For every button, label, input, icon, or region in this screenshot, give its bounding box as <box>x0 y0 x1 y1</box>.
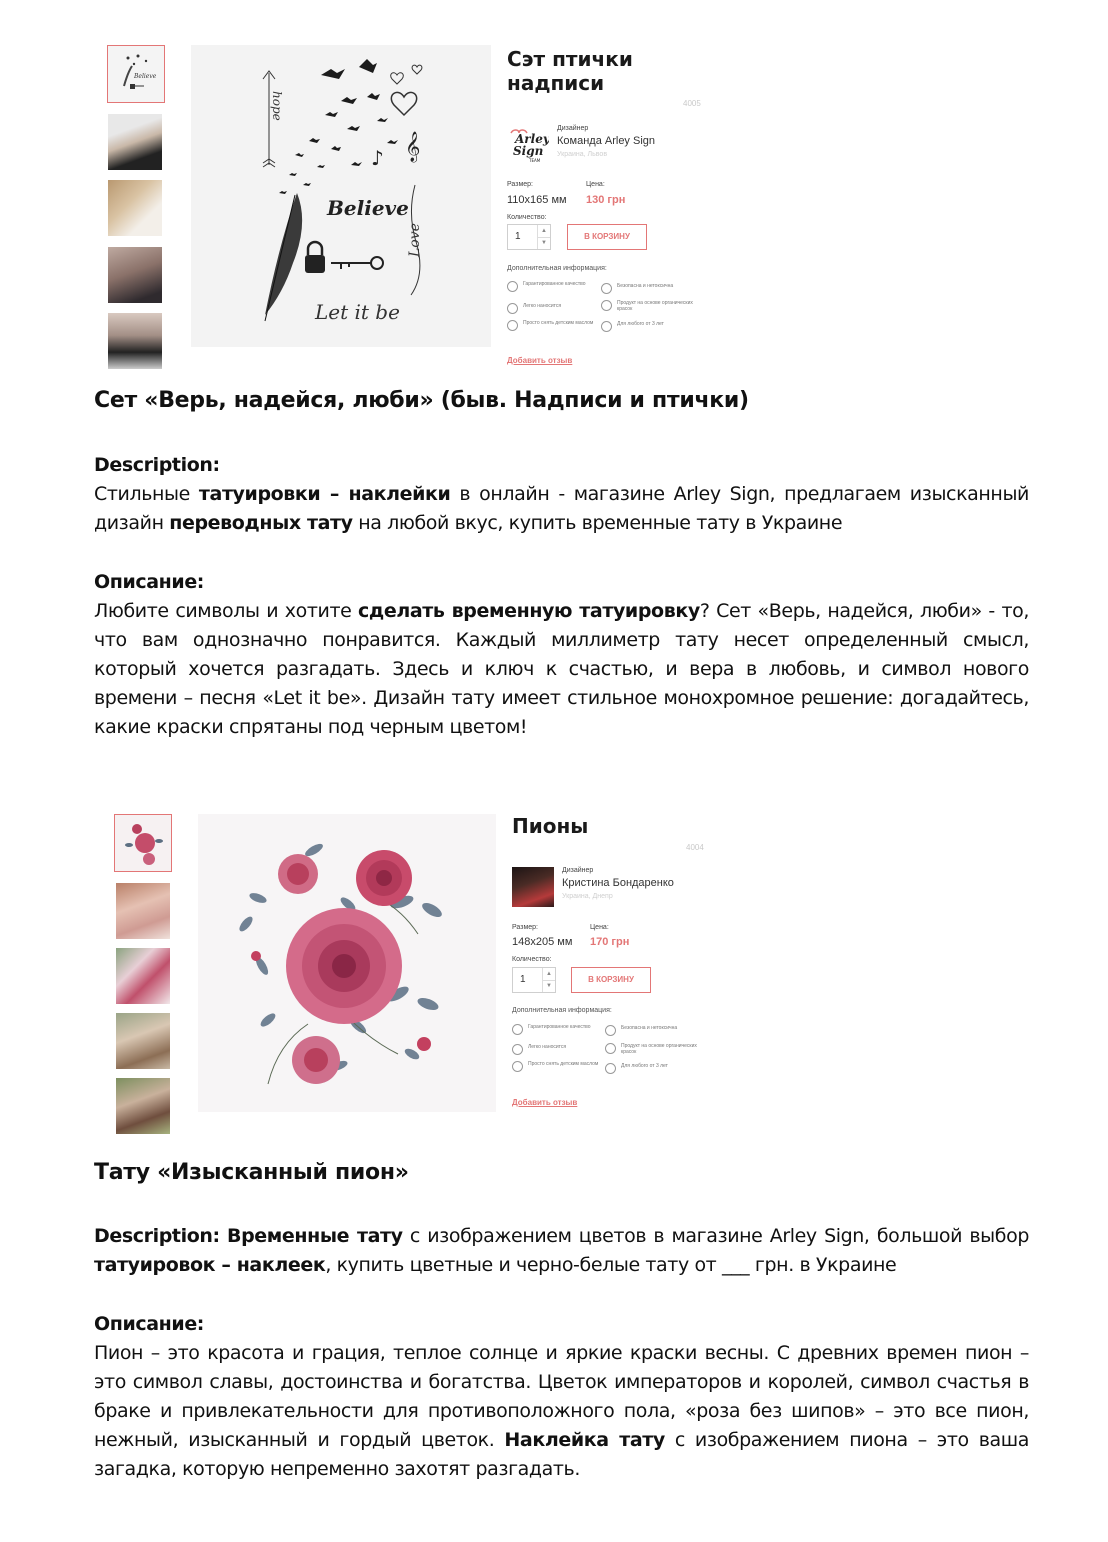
product-sku: 4005 <box>683 99 701 108</box>
thumbnail-4[interactable] <box>108 247 162 303</box>
image-word-let-it-be: Let it be <box>315 300 400 324</box>
keyword-make-temporary-tattoo: сделать временную татуировку <box>358 600 700 622</box>
section-1-description: Description: Стильные татуировки – наклейки в онлайн - магазине Arley Sign, предлагаем изысканный дизайн переводных тату на любой вкус, купить временные тату в Украине <box>94 451 1029 538</box>
product-title: Сэт птички надписи <box>507 47 633 95</box>
price-label: Цена: <box>590 924 609 931</box>
thumbnail-1[interactable] <box>107 45 165 103</box>
designer-name[interactable]: Команда Arley Sign <box>557 135 656 147</box>
size-value: 110x165 мм <box>507 194 567 206</box>
designer-location: Украина, Львов <box>557 151 608 158</box>
keyword-sticker-tattoo: Наклейка тату <box>504 1429 665 1451</box>
add-to-cart-button[interactable]: В КОРЗИНУ <box>571 967 651 993</box>
price-value: 170 грн <box>590 936 630 948</box>
keyword-tattoo-stickers: татуировки – наклейки <box>198 483 451 505</box>
additional-info-label: Дополнительная информация: <box>507 265 607 272</box>
thumbnail-2[interactable] <box>108 114 162 170</box>
feature-easy-remove: Просто снять детским маслом <box>512 1061 607 1075</box>
section-2-opisanie: Описание: Пион – это красота и грация, теплое солнце и яркие краски весны. С древних времен пион – это символ славы, достоинства и богатства. Цветок императоров и королей, символ счастья в браке и привлекательности для противоположного пола, «роза без шипов» – это все пион, нежный, изысканный и гордый цветок. Наклейка тату с изображением пиона – это ваша загадка, которую непременно захотят разгадать. <box>94 1310 1029 1484</box>
quantity-increase-icon[interactable]: ▲ <box>538 225 550 238</box>
product-info <box>507 45 727 375</box>
product-info <box>512 814 732 1138</box>
designer-block <box>512 867 722 909</box>
svg-text:♪: ♪ <box>371 146 384 170</box>
product-title: Пионы <box>512 814 589 838</box>
opisanie-label: Описание: <box>94 571 205 593</box>
size-label: Размер: <box>507 181 534 188</box>
product-main-image <box>191 45 491 347</box>
safe-icon <box>601 283 612 294</box>
product-card-1 <box>107 45 727 375</box>
thumbnail-5[interactable] <box>108 313 162 369</box>
quantity-label: Количество: <box>512 956 552 963</box>
section-2-description: Description: Временные тату с изображением цветов в магазине Arley Sign, большой выбор татуировок – наклеек, купить цветные и черно-белые тату от ___ грн. в Украине <box>94 1225 1029 1276</box>
thumbnail-4[interactable] <box>116 1013 170 1069</box>
quality-icon <box>507 281 518 292</box>
quantity-value[interactable]: 1 <box>520 974 526 985</box>
quantity-increase-icon[interactable]: ▲ <box>543 968 555 981</box>
description-label: Description: <box>94 1225 220 1247</box>
thumbnail-3[interactable] <box>108 180 162 236</box>
designer-name[interactable]: Кристина Бондаренко <box>562 877 674 889</box>
size-label: Размер: <box>512 924 539 931</box>
feature-quality: Гарантированное качество <box>507 281 602 295</box>
quantity-stepper[interactable] <box>507 224 551 250</box>
product-main-image <box>198 814 496 1112</box>
section-1-heading: Сет «Верь, надейся, люби» (быв. Надписи и птички) <box>94 388 749 413</box>
image-word-love: Love <box>407 223 423 257</box>
svg-text:TEAM: TEAM <box>529 158 541 163</box>
feature-easy-remove: Просто снять детским маслом <box>507 320 602 334</box>
feature-organic: Продукт на основе органических красок <box>601 300 696 314</box>
description-label: Description: <box>94 454 220 476</box>
svg-text:𝄞: 𝄞 <box>405 132 421 162</box>
price-value: 130 грн <box>586 194 626 206</box>
svg-text:Sign: Sign <box>513 144 544 158</box>
add-review-link[interactable]: Добавить отзыв <box>512 1098 578 1107</box>
keyword-temporary-tattoo: Временные тату <box>226 1225 403 1247</box>
add-review-link[interactable]: Добавить отзыв <box>507 356 573 365</box>
section-1-opisanie: Описание: Любите символы и хотите сделать временную татуировку? Сет «Верь, надейся, люби» - то, что вам однозначно понравится. Каждый миллиметр тату несет определенный смысл, который хочется разгадать. Здесь и ключ к счастью, и вера в любовь, и символ нового времени – песня «Let it be». Дизайн тату имеет стильное монохромное решение: догадайтесь, какие краски спрятаны под черным цветом! <box>94 568 1029 742</box>
designer-label: Дизайнер <box>562 867 594 874</box>
additional-info-label: Дополнительная информация: <box>512 1007 612 1014</box>
feature-organic: Продукт на основе органических красок <box>605 1043 700 1057</box>
thumbnail-3[interactable] <box>116 948 170 1004</box>
svg-text:Arley: Arley <box>515 132 549 146</box>
feature-safe: Безопасна и нетоксична <box>601 283 696 297</box>
size-value: 148x205 мм <box>512 936 573 948</box>
age-icon <box>601 321 612 332</box>
add-to-cart-button[interactable]: В КОРЗИНУ <box>567 224 647 250</box>
thumbnail-1[interactable] <box>114 814 172 872</box>
quantity-stepper[interactable] <box>512 967 556 993</box>
designer-avatar <box>512 867 554 907</box>
feature-easy-apply: Легко наносится <box>507 303 602 317</box>
designer-logo <box>507 125 549 165</box>
feature-age: Для любого от 3 лет <box>601 321 696 335</box>
remove-icon <box>507 320 518 331</box>
safe-icon <box>605 1025 616 1036</box>
thumbnail-5[interactable] <box>116 1078 170 1134</box>
organic-icon <box>605 1043 616 1054</box>
opisanie-label: Описание: <box>94 1313 205 1335</box>
product-sku: 4004 <box>686 843 704 852</box>
product-card-2 <box>114 814 734 1138</box>
quantity-decrease-icon[interactable]: ▼ <box>546 983 552 989</box>
feature-safe: Безопасна и нетоксична <box>605 1025 700 1039</box>
apply-icon <box>507 303 518 314</box>
svg-text:Believe: Believe <box>134 73 157 80</box>
designer-block <box>507 125 707 165</box>
quantity-decrease-icon[interactable]: ▼ <box>541 240 547 246</box>
organic-icon <box>601 300 612 311</box>
image-word-hope: hope <box>270 91 284 121</box>
apply-icon <box>512 1044 523 1055</box>
feature-easy-apply: Легко наносится <box>512 1044 607 1058</box>
quantity-label: Количество: <box>507 214 547 221</box>
thumbnail-2[interactable] <box>116 883 170 939</box>
quantity-buttons <box>537 225 550 249</box>
keyword-tattoo-stickers: татуировок – наклеек <box>94 1254 326 1276</box>
quantity-value[interactable]: 1 <box>515 231 521 242</box>
section-2-heading: Тату «Изысканный пион» <box>94 1160 409 1185</box>
keyword-transfer-tattoo: переводных тату <box>169 512 353 534</box>
quality-icon <box>512 1024 523 1035</box>
designer-label: Дизайнер <box>557 125 589 132</box>
price-label: Цена: <box>586 181 605 188</box>
age-icon <box>605 1063 616 1074</box>
designer-location: Украина, Днепр <box>562 893 613 900</box>
feature-quality: Гарантированное качество <box>512 1024 607 1038</box>
quantity-buttons <box>542 968 555 992</box>
image-word-believe: Believe <box>327 196 409 220</box>
feature-age: Для любого от 3 лет <box>605 1063 700 1077</box>
remove-icon <box>512 1061 523 1072</box>
